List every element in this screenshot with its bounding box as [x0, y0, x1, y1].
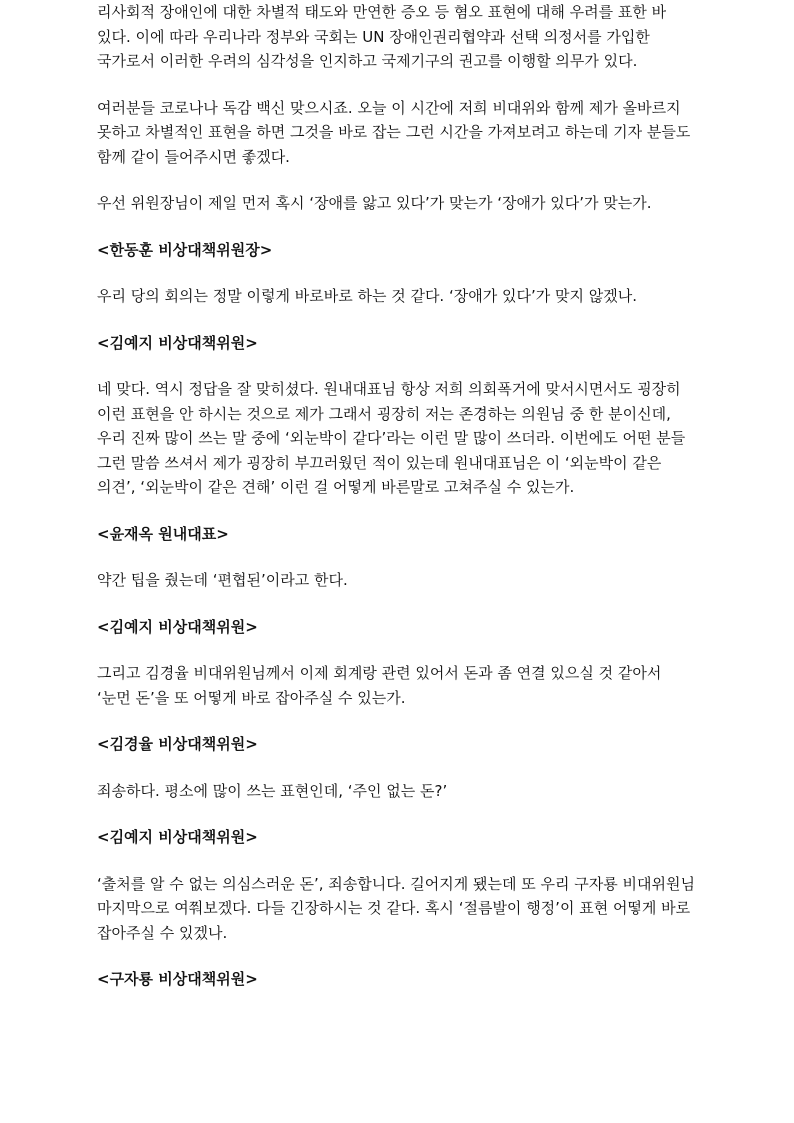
- speaker-heading: <구자룡 비상대책위원>: [97, 970, 258, 988]
- paragraph: 우리 당의 회의는 정말 이렇게 바로바로 하는 것 같다. ‘장애가 있다’가 맞지 않겠나.: [97, 287, 637, 305]
- paragraph: 죄송하다. 평소에 많이 쓰는 표현인데, ‘주인 없는 돈?’: [97, 781, 448, 800]
- speaker-heading: <김예지 비상대책위원>: [97, 333, 258, 352]
- paragraph: 리사회적 장애인에 대한 차별적 태도와 만연한 증오 등 혐오 표현에 대해 우려를 표한 바 있다. 이에 따라 우리나라 정부와 국회는 UN 장애인권리협약과 선택 의정서를 가입한 국가로서 이러한 우려의 심각성을 인지하고 국제기구의 권고를 이행할 의무가 있다.: [97, 3, 667, 70]
- speaker-heading: <윤재옥 원내대표>: [97, 524, 229, 543]
- paragraph: 약간 팁을 줬는데 ‘편협된’이라고 한다.: [97, 571, 348, 589]
- paragraph: ‘출처를 알 수 없는 의심스러운 돈’, 죄송합니다. 길어지게 됐는데 또 우리 구자룡 비대위원님 마지막으로 여쭤보겠다. 다들 긴장하시는 것 같다. 혹시 ‘절름발이 행정’이 표현 어떻게 바로 잡아주실 수 있겠나.: [97, 874, 695, 942]
- speaker-heading: <김경율 비상대책위원>: [97, 735, 258, 753]
- paragraph: 우선 위원장님이 제일 먼저 혹시 ‘장애를 앓고 있다’가 맞는가 ‘장애가 있다’가 맞는가.: [97, 194, 652, 212]
- speaker-heading: <김예지 비상대책위원>: [97, 828, 258, 846]
- paragraph: 여러분들 코로나나 독감 백신 맞으시죠. 오늘 이 시간에 저희 비대위와 함께 제가 올바르지 못하고 차별적인 표현을 하면 그것을 바로 잡는 그런 시간을 가져보려고 하는데 기자 분들도 함께 같이 들어주시면 좋겠다.: [97, 98, 691, 166]
- document-body: [97, 0, 697, 992]
- paragraph: 네 맞다. 역시 정답을 잘 맞히셨다. 원내대표님 항상 저희 의회폭거에 맞서시면서도 굉장히 이런 표현을 안 하시는 것으로 제가 그래서 굉장히 저는 존경하는 의원님 중 한 분이신데, 우리 진짜 많이 쓰는 말 중에 ‘외눈박이 같다’라는 이런 말 많이 쓰더라. 이번에도 어떤 분들 그런 말씀 쓰셔서 제가 굉장히 부끄러웠던 적이 있는데 원내대표님은 이 ‘외눈박이 같은 의견’, ‘외눈박이 같은 견해’ 이런 걸 어떻게 바른말로 고쳐주실 수 있는가.: [97, 380, 686, 496]
- speaker-heading: <한동훈 비상대책위원장>: [97, 240, 273, 259]
- paragraph: 그리고 김경율 비대위원님께서 이제 회계랑 관련 있어서 돈과 좀 연결 있으실 것 같아서 ‘눈먼 돈’을 또 어떻게 바로 잡아주실 수 있는가.: [97, 664, 662, 707]
- speaker-heading: <김예지 비상대책위원>: [97, 617, 258, 636]
